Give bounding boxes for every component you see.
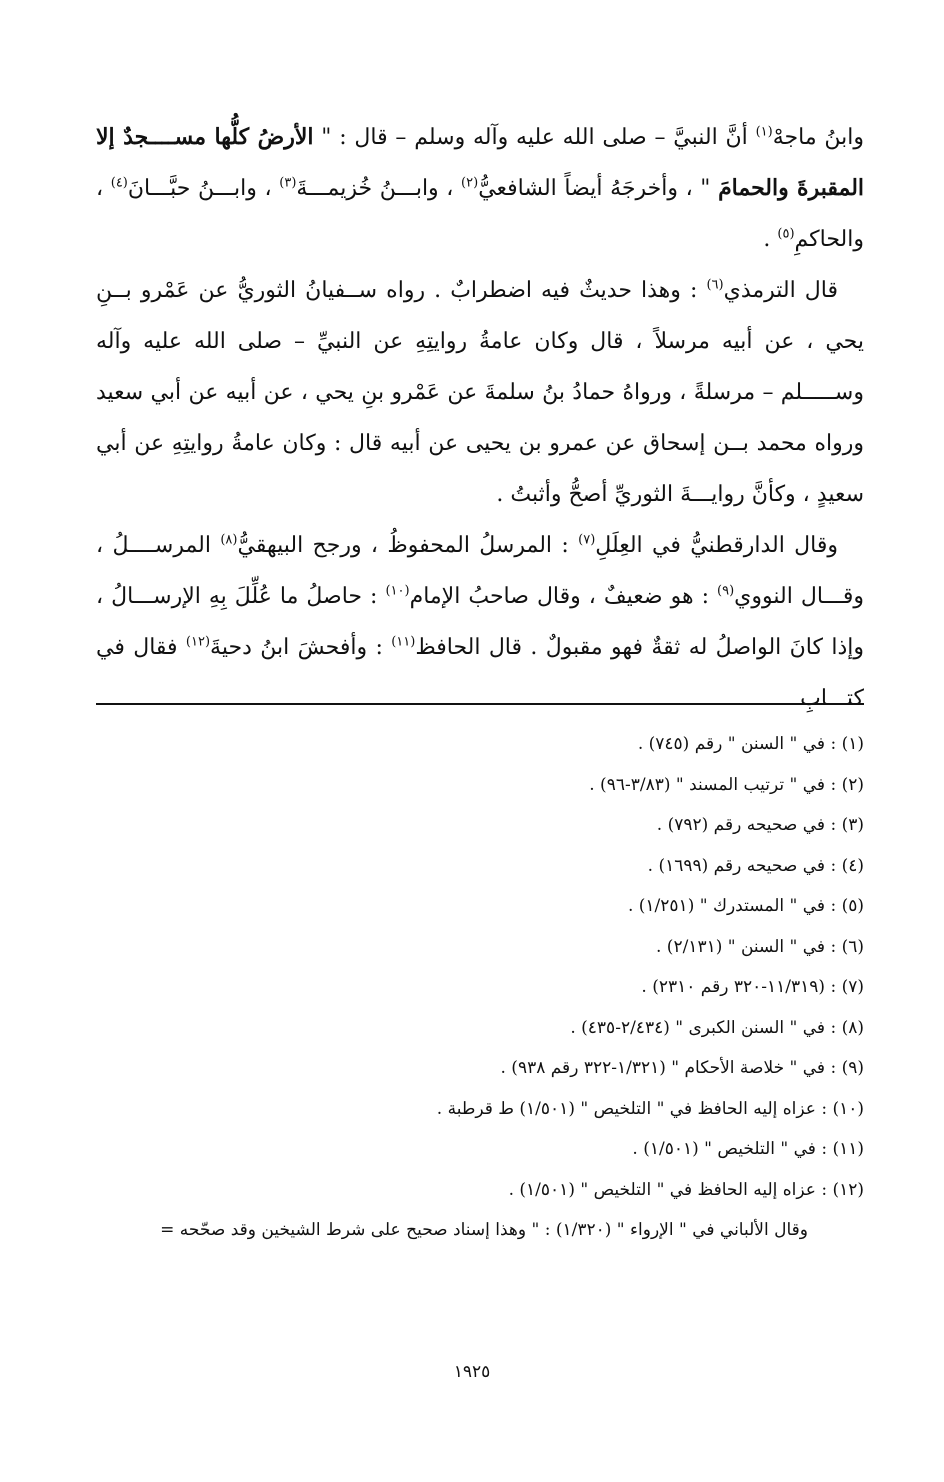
footnote-ref-1[interactable]: (١) [755, 124, 773, 140]
footnote-ref-3[interactable]: (٣) [279, 175, 297, 191]
footnotes [96, 724, 864, 1251]
text-run: وابنُ ماجهْ [772, 125, 865, 150]
footnote-ref-8[interactable]: (٨) [220, 532, 238, 548]
paragraph-2 [96, 265, 864, 520]
text-run: ، وابـــنُ خُزيمـــةَ [296, 176, 462, 201]
footnote-ref-2[interactable]: (٢) [461, 175, 479, 191]
footnote-2: (٢) : في " ترتيب المسند " (٣/٨٣-٩٦) . [589, 774, 864, 795]
footnote-ref-7[interactable]: (٧) [578, 532, 596, 548]
footnote-ref-11[interactable]: (١١) [391, 634, 416, 650]
text-run: : وهذا حديثٌ فيه اضطرابٌ . رواه ســفيانُ الثوريُّ عن عَمْرو بــنِ يحي ، عن أبيه مرسلاً ، قال وكان عامةُ روايتِهِ عن النبيِّ – صلى الله عليه وآله وســـــلم – مرسلةً ، ورواهُ حمادُ بنُ سلمةَ عن عَمْرو بنِ يحي ، عن أبيه عن أبي سعيد ورواه محمد بــن إسحاق عن عمرو بن يحيى عن أبيه قال : وكان عامةُ روايتِهِ عن أبي سعيدٍ ، وكأنَّ روايـــةَ الثوريِّ أصحُّ وأثبتُ . [96, 278, 864, 507]
text-run: المرســــلُ ، وقـــال النووي [96, 533, 864, 609]
footnote-12: (١٢) : عزاه إليه الحافظ في " التلخيص " (١/٥٠١) . [508, 1179, 864, 1200]
footnote-5: (٥) : في " المستدرك " (١/٢٥١) . [627, 896, 864, 916]
footnote-ref-9[interactable]: (٩) [717, 583, 735, 599]
footnote-divider [96, 703, 864, 705]
text-run: فقال في كتـــابِ [96, 635, 864, 711]
main-text [96, 112, 864, 724]
text-run: أنَّ النبيَّ – صلى الله عليه وآله وسلم – قال : " [313, 125, 756, 150]
footnote-ref-10[interactable]: (١٠) [385, 583, 410, 599]
footnote-ref-6[interactable]: (٦) [706, 277, 724, 293]
paragraph-3 [96, 520, 864, 724]
footnote-7: (٧) : (١١/٣١٩-٣٢٠ رقم ٢٣١٠) . [641, 977, 864, 997]
page-number: ١٩٢٥ [453, 1362, 491, 1382]
text-run: . [763, 227, 778, 252]
hadith-quote: الأرضُ كلُّها مســــجدٌ إلا المقبرةَ والحمامَ [96, 124, 865, 201]
text-run: : حاصلُ ما عُلِّلَ بِهِ الإرســـالُ ، وإذا كانَ الواصلُ له ثقةٌ فهو مقبولٌ . قال الحافظ [96, 584, 864, 660]
footnote-continuation: وقال الألباني في " الإرواء " (١/٣٢٠) : " وهذا إسناد صحيح على شرط الشيخين وقد صحّحه = [160, 1220, 808, 1240]
text-run: ، والحاكمِ [96, 176, 864, 252]
footnote-8: (٨) : في " السنن الكبرى " (٢/٤٣٤-٤٣٥) . [570, 1017, 864, 1038]
text-run: : هو ضعيفٌ ، وقال صاحبُ الإمام [409, 584, 718, 609]
text-run: ، وابـــنُ حبَّـــانَ [127, 176, 280, 201]
text-run: : وأفحشَ ابنُ دحيةَ [210, 635, 392, 660]
footnote-ref-12[interactable]: (١٢) [185, 634, 211, 650]
footnote-ref-5[interactable]: (٥) [777, 226, 795, 242]
footnote-9: (٩) : في " خلاصة الأحكام " (١/٣٢١-٣٢٢ رقم ٩٣٨) . [500, 1058, 864, 1078]
footnote-4: (٤) : في صحيحه رقم (١٦٩٩) . [647, 855, 864, 876]
text-run: قال الترمذي [723, 278, 839, 303]
footnote-11: (١١) : في " التلخيص " (١/٥٠١) . [632, 1139, 864, 1159]
footnote-6: (٦) : في " السنن " (٢/١٣١) . [656, 936, 864, 957]
text-run: " ، وأخرجَهُ أيضاً الشافعيُّ [478, 176, 719, 201]
text-run: : المرسلُ المحفوظُ ، ورجح البيهقيُّ [237, 533, 579, 558]
footnote-ref-4[interactable]: (٤) [110, 175, 128, 191]
text-run: وقال الدارقطنيُّ في العِلَلِ [595, 533, 838, 558]
footnote-1: (١) : في " السنن " رقم (٧٤٥) . [637, 734, 864, 754]
footnote-10: (١٠) : عزاه إليه الحافظ في " التلخيص " (١/٥٠١) ط قرطبة . [436, 1098, 864, 1119]
footnote-3: (٣) : في صحيحه رقم (٧٩٢) . [656, 815, 864, 835]
paragraph-1 [96, 112, 864, 265]
